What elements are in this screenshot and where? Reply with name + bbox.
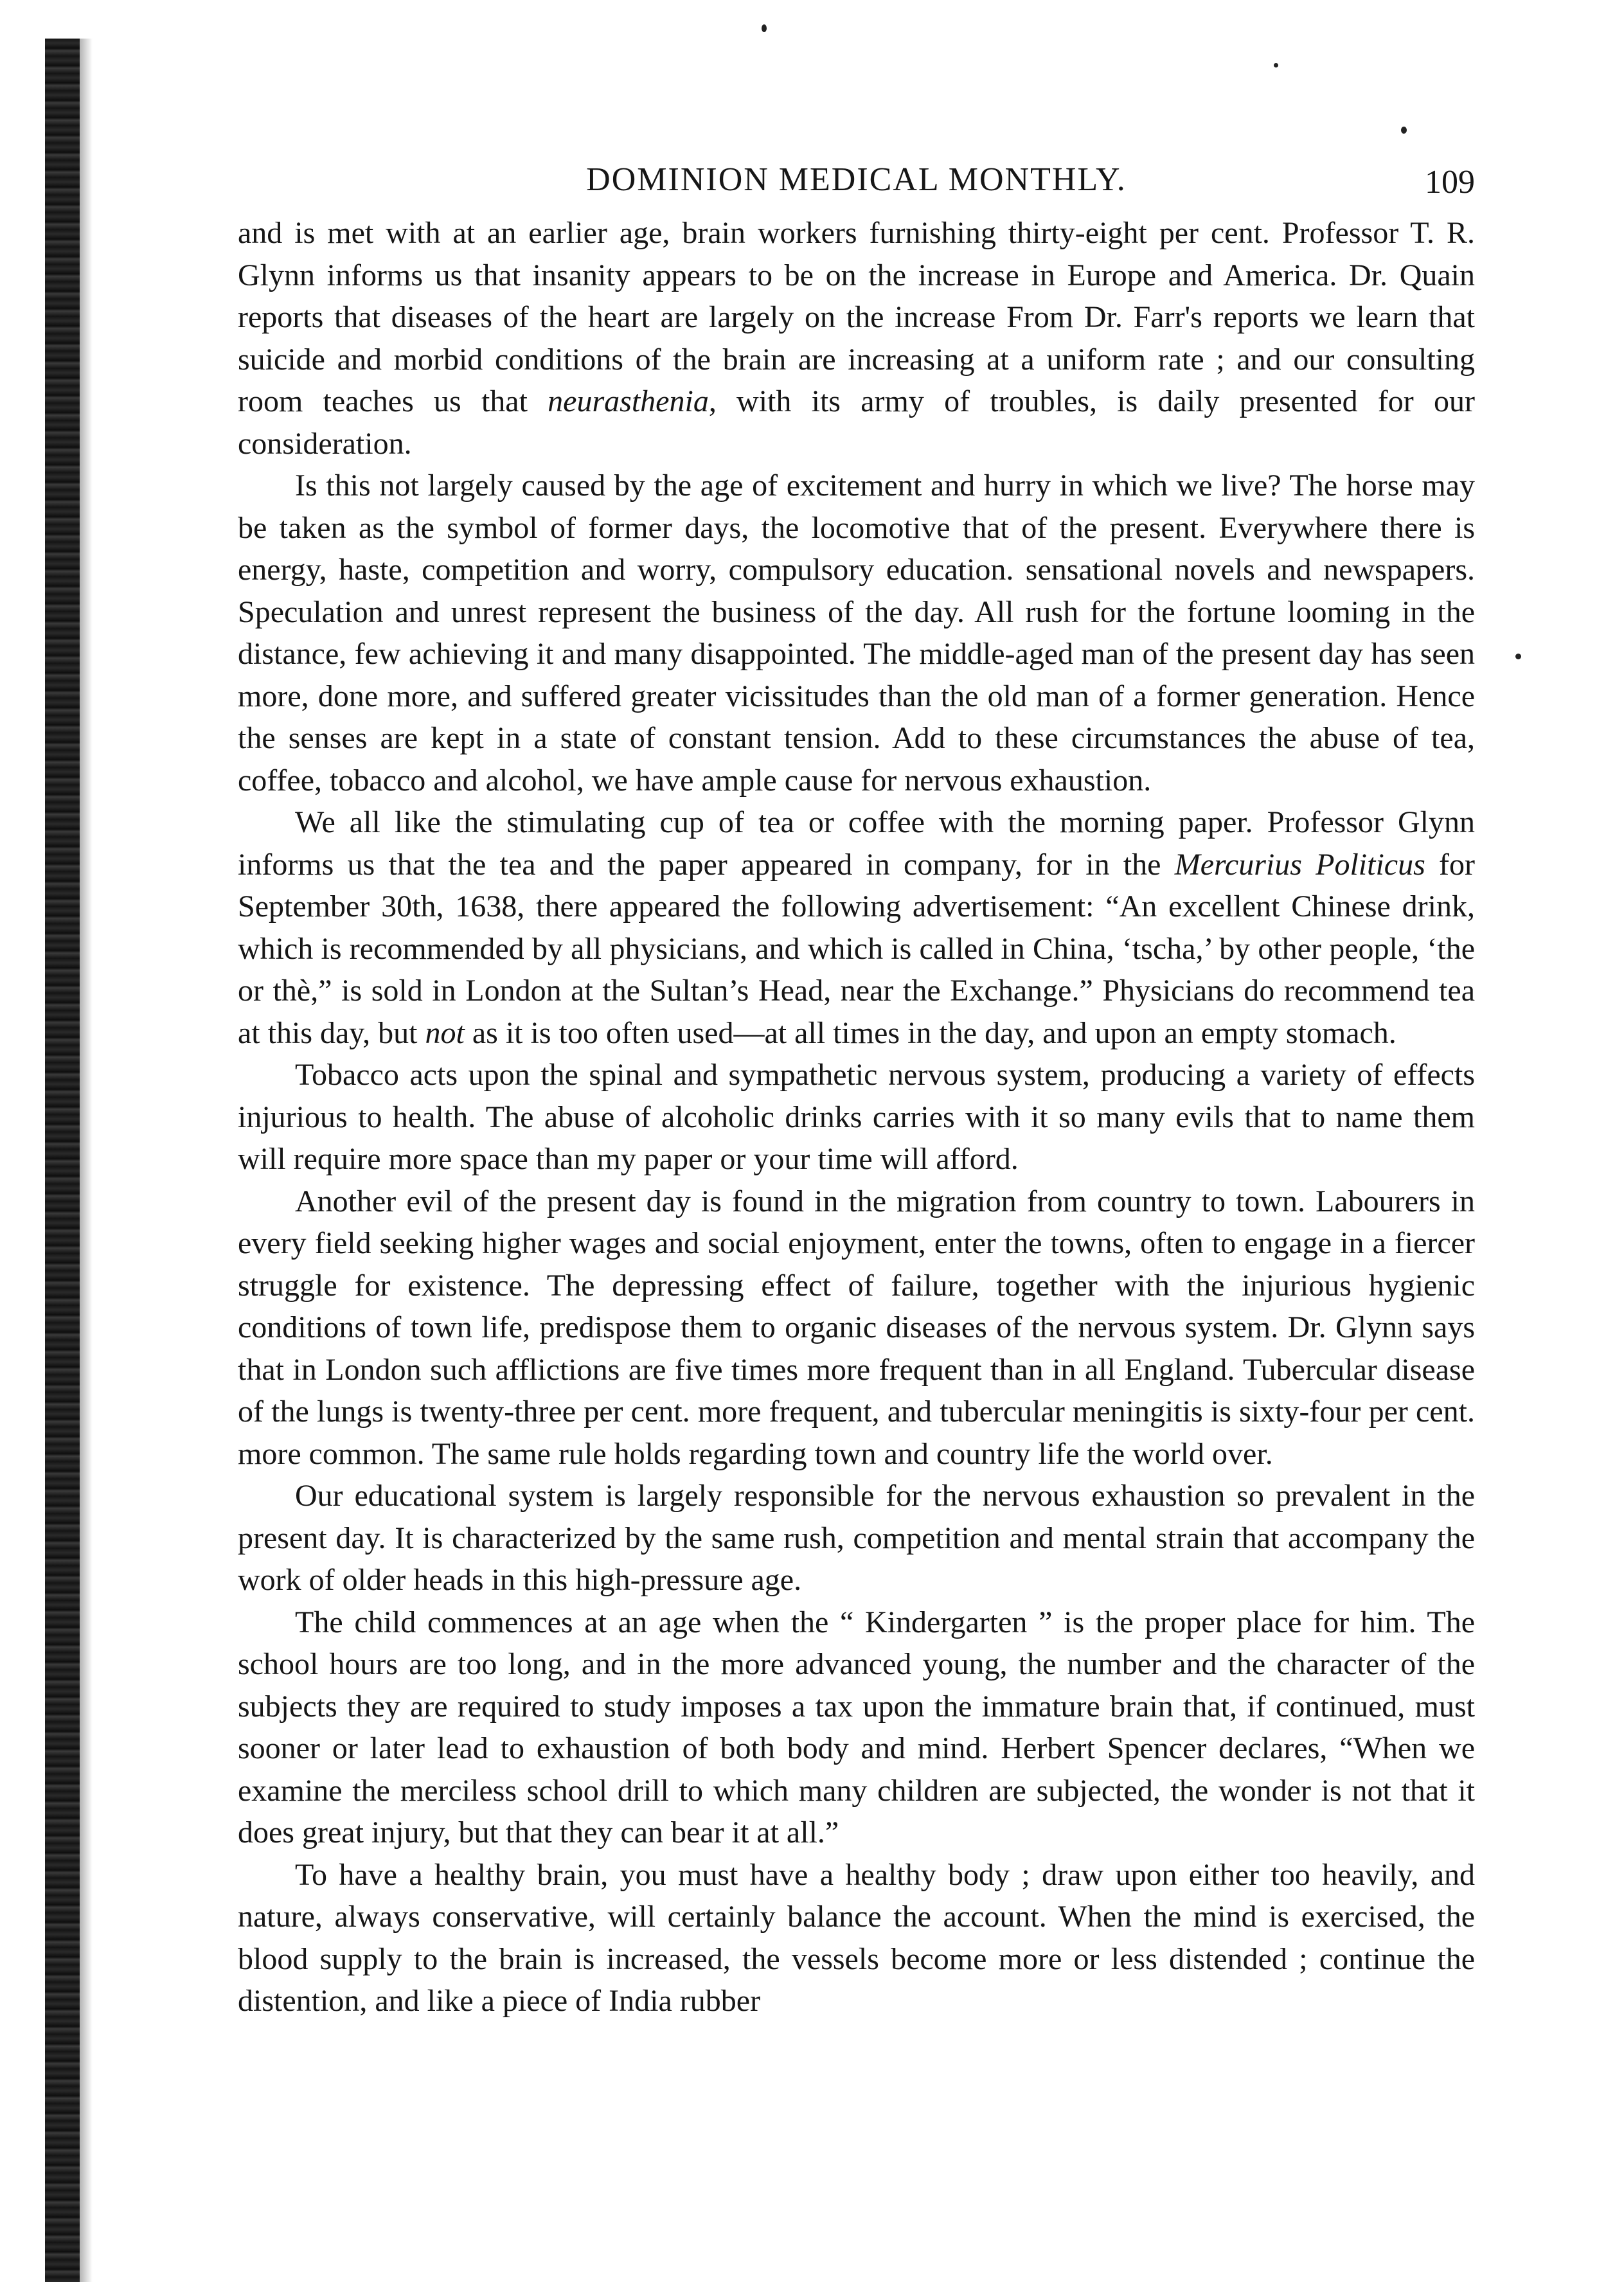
print-speck — [762, 24, 767, 32]
body-paragraph — [238, 801, 1475, 1054]
body-paragraph — [238, 1054, 1475, 1181]
paragraph-text: and is met with at an earlier age, brain workers furnishing thirty-eight per cent. Professor T. R. Glynn informs us that insanity appears to be on the increase in Europe and America. Dr. Quain reports that diseases of the heart are largely on the increase From Dr. Farr's reports we learn that suicide and morbid conditions of the brain are increasing at a uniform rate ; and our consulting room teaches us that — [238, 216, 1475, 418]
body-paragraph — [238, 1601, 1475, 1854]
print-speck — [1401, 127, 1407, 134]
italic-term: not — [425, 1015, 465, 1050]
paragraph-text: , with its army of troubles, is daily presented for our consideration. — [238, 384, 1475, 461]
paragraph-text: Tobacco acts upon the spinal and sympathetic nervous system, producing a variety of effects injurious to health. The abuse of alcoholic drinks carries with it so many evils that to name them will require more space than my paper or your time will afford. — [238, 1058, 1475, 1176]
article-body — [238, 212, 1475, 2236]
italic-term: Mercurius Politicus — [1174, 847, 1425, 882]
paragraph-text: as it is too often used—at all times in the day, and upon an empty stomach. — [464, 1015, 1396, 1050]
paragraph-text: Is this not largely caused by the age of excitement and hurry in which we live? The horse may be taken as the symbol of former days, the locomotive that of the present. Everywhere there is energy, haste, competition and worry, compulsory education. sensational novels and newspapers. Speculation and unrest represent the business of the day. All rush for the fortune looming in the distance, few achieving it and many disappointed. The middle-aged man of the present day has seen more, done more, and suffered greater vicissitudes than the old man of a former generation. Hence the senses are kept in a state of constant tension. Add to these circumstances the abuse of tea, coffee, tobacco and alcohol, we have ample cause for nervous exhaustion. — [238, 468, 1475, 798]
page-binding-shadow — [80, 39, 93, 2282]
body-paragraph — [238, 1475, 1475, 1601]
paragraph-text: for September 30th, 1638, there appeared the following advertisement: “An excellent Chinese drink, which is recommended by all physicians, and which is called in China, ‘tscha,’ by other people, ‘the or thè,” is sold in London at the Sultan’s Head, near the Exchange.” Physicians do recommend tea at this day, but — [238, 847, 1475, 1050]
italic-term: neurasthenia — [548, 384, 709, 418]
paragraph-text: Another evil of the present day is found in the migration from country to town. Labourers in every field seeking higher wages and social enjoyment, enter the towns, often to engage in a fiercer struggle for existence. The depressing effect of failure, together with the injurious hygienic conditions of town life, predispose them to organic diseases of the nervous system. Dr. Glynn says that in London such afflictions are five times more frequent than in all England. Tubercular disease of the lungs is twenty-three per cent. more frequent, and tubercular meningitis is sixty-four per cent. more common. The same rule holds regarding town and country life the world over. — [238, 1184, 1475, 1471]
paragraph-text: We all like the stimulating cup of tea or coffee with the morning paper. Professor Glynn informs us that the tea and the paper appeared in company, for in the — [238, 805, 1475, 882]
print-speck — [1515, 654, 1521, 659]
page-binding-edge — [45, 39, 80, 2282]
page-number: 109 — [1425, 164, 1475, 201]
body-paragraph — [238, 212, 1475, 465]
running-head-title: DOMINION MEDICAL MONTHLY. — [586, 161, 1127, 198]
body-paragraph — [238, 465, 1475, 801]
paragraph-text: Our educational system is largely responsible for the nervous exhaustion so prevalent in the present day. It is characterized by the same rush, competition and mental strain that accompany the work of older heads in this high-pressure age. — [238, 1479, 1475, 1597]
paragraph-text: To have a healthy brain, you must have a healthy body ; draw upon either too heavily, and nature, always conservative, will certainly balance the account. When the mind is exercised, the blood supply to the brain is increased, the vessels become more or less distended ; continue the distention, and like a piece of India rubber — [238, 1857, 1475, 2018]
paragraph-text: The child commences at an age when the “ Kindergarten ” is the proper place for him. The school hours are too long, and in the more advanced young, the number and the character of the subjects they are required to study imposes a tax upon the immature brain that, if continued, must sooner or later lead to exhaustion of both body and mind. Herbert Spencer declares, “When we examine the merciless school drill to which many children are subjected, the wonder is not that it does great injury, but that they can bear it at all.” — [238, 1605, 1475, 1850]
print-speck — [1274, 63, 1278, 67]
page-header — [238, 161, 1475, 206]
body-paragraph — [238, 1854, 1475, 2022]
body-paragraph — [238, 1181, 1475, 1475]
